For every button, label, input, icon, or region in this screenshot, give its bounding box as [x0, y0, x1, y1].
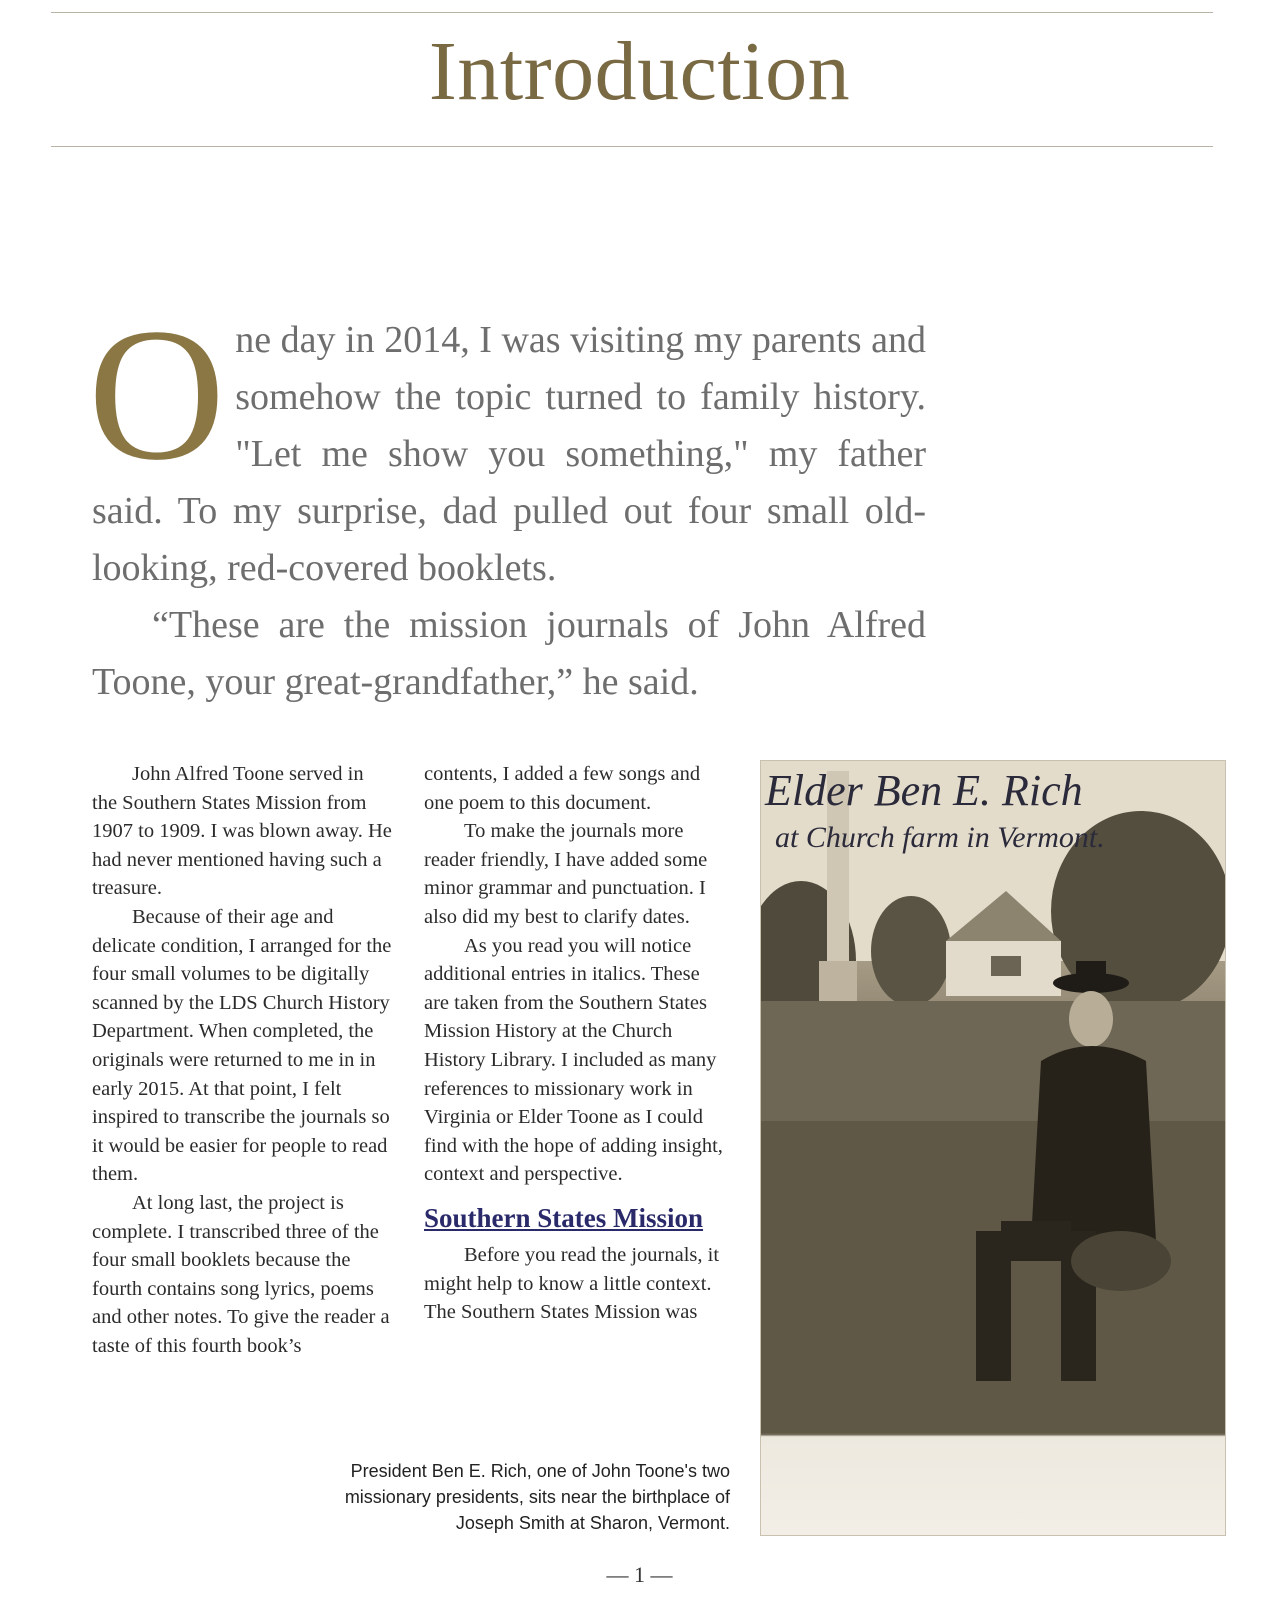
historic-photo [760, 760, 1226, 1536]
body-paragraph-continued: contents, I added a few songs and one poem to this document. [424, 763, 701, 814]
body-paragraph: Before you read the journals, it might help to know a little context. The Southern States Mission was [424, 1243, 720, 1324]
page-number: — 1 — [606, 1562, 673, 1587]
top-rule [51, 12, 1213, 13]
intro-paragraph-1: ne day in 2014, I was visiting my parents and somehow the topic turned to family history. "Let me show you something," my father said. To my surprise, dad pulled out four small old-looking, red-covered booklets. [92, 319, 926, 589]
left-column [92, 760, 392, 1360]
body-paragraph: As you read you will notice additional entries in italics. These are taken from the Southern States Mission History at the Church History Library. I included as many references to missionary work in Virginia or Elder Toone as I could find with the hope of adding insight, context and perspective. [424, 934, 723, 1186]
intro-text [88, 290, 926, 711]
body-paragraph: To make the journals more reader friendly, I have added some minor grammar and punctuation. I also did my best to clarify dates. [424, 820, 708, 928]
body-paragraph: At long last, the project is complete. I transcribed three of the four small booklets because the fourth contains song lyrics, poems and other notes. To give the reader a taste of this fourth book’s [92, 1191, 390, 1357]
caption-line-1: President Ben E. Rich, one of John Toone's two [350, 1461, 730, 1481]
photo-caption [300, 1458, 730, 1536]
handwritten-caption [761, 761, 1226, 865]
handwriting-line-1: Elder Ben E. Rich [765, 766, 1083, 815]
section-heading: Southern States Mission [424, 1202, 704, 1233]
middle-column [424, 760, 724, 1327]
title-rule [51, 146, 1213, 147]
handwriting-line-2: at Church farm in Vermont. [775, 821, 1105, 854]
caption-line-2: missionary presidents, sits near the birthplace of [344, 1487, 730, 1507]
drop-cap: O [88, 290, 226, 500]
page-title: Introduction [428, 25, 851, 118]
body-paragraph: John Alfred Toone served in the Southern States Mission from 1907 to 1909. I was blown away. He had never mentioned having such a treasure. [92, 763, 392, 900]
body-paragraph: Because of their age and delicate condition, I arranged for the four small volumes to be digitally scanned by the LDS Church History Department. When completed, the originals were returned to me in in early 2015. At that point, I felt inspired to transcribe the journals so it would be easier for people to read them. [92, 905, 392, 1186]
caption-line-3: Joseph Smith at Sharon, Vermont. [455, 1513, 730, 1533]
intro-paragraph-2: “These are the mission journals of John Alfred Toone, your great-grandfather,” he said. [92, 604, 926, 703]
